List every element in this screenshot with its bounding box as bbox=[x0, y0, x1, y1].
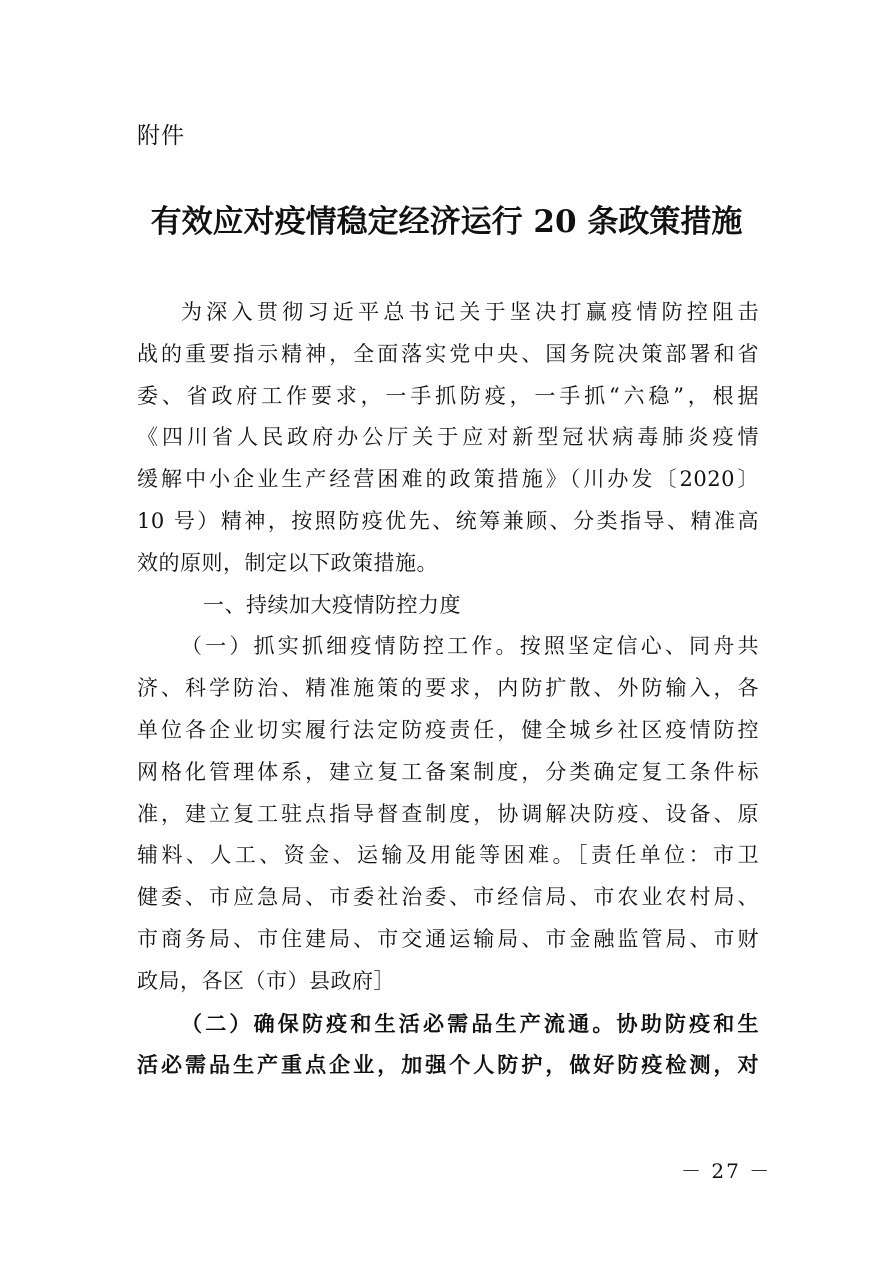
page-number: － 27 － bbox=[681, 1159, 772, 1183]
paragraph-line: 市商务局、市住建局、市交通运输局、市金融监管局、市财 bbox=[137, 926, 759, 951]
document-body bbox=[137, 292, 759, 1086]
section-heading: 一、持续加大疫情防控力度 bbox=[203, 592, 461, 617]
paragraph-line: 政局，各区（市）县政府］ bbox=[137, 968, 395, 993]
paragraph-line: 济、科学防治、精准施策的要求，内防扩散、外防输入，各 bbox=[137, 676, 759, 701]
paragraph-line: 准，建立复工驻点指导督查制度，协调解决防疫、设备、原 bbox=[137, 801, 759, 826]
paragraph-line: 委、省政府工作要求，一手抓防疫，一手抓“六稳”，根据 bbox=[137, 383, 759, 408]
paragraph-line: 单位各企业切实履行法定防疫责任，健全城乡社区疫情防控 bbox=[137, 717, 759, 742]
paragraph-line: 健委、市应急局、市委社治委、市经信局、市农业农村局、 bbox=[137, 885, 759, 910]
paragraph-line: 网格化管理体系，建立复工备案制度，分类确定复工条件标 bbox=[137, 759, 759, 784]
paragraph-line: 效的原则，制定以下政策措施。 bbox=[137, 550, 438, 575]
attachment-label: 附件 bbox=[137, 123, 185, 149]
paragraph-line: 战的重要指示精神，全面落实党中央、国务院决策部署和省 bbox=[137, 341, 759, 366]
paragraph-line: 缓解中小企业生产经营困难的政策措施》（川办发〔2020〕 bbox=[137, 467, 759, 492]
paragraph-line: 10 号）精神，按照防疫优先、统筹兼顾、分类指导、精准高 bbox=[137, 508, 759, 533]
paragraph-line: 《四川省人民政府办公厅关于应对新型冠状病毒肺炎疫情 bbox=[137, 425, 759, 450]
paragraph-line-bold: 活必需品生产重点企业，加强个人防护，做好防疫检测，对 bbox=[137, 1052, 759, 1078]
paragraph-line: 辅料、人工、资金、运输及用能等困难。［责任单位：市卫 bbox=[137, 843, 759, 868]
paragraph-line: 为深入贯彻习近平总书记关于坚决打赢疫情防控阻击 bbox=[181, 300, 759, 324]
paragraph-line: （一）抓实抓细疫情防控工作。按照坚定信心、同舟共 bbox=[181, 634, 759, 659]
paragraph-line-bold: （二）确保防疫和生活必需品生产流通。协助防疫和生 bbox=[181, 1010, 759, 1036]
document-title: 有效应对疫情稳定经济运行 20 条政策措施 bbox=[150, 204, 743, 240]
